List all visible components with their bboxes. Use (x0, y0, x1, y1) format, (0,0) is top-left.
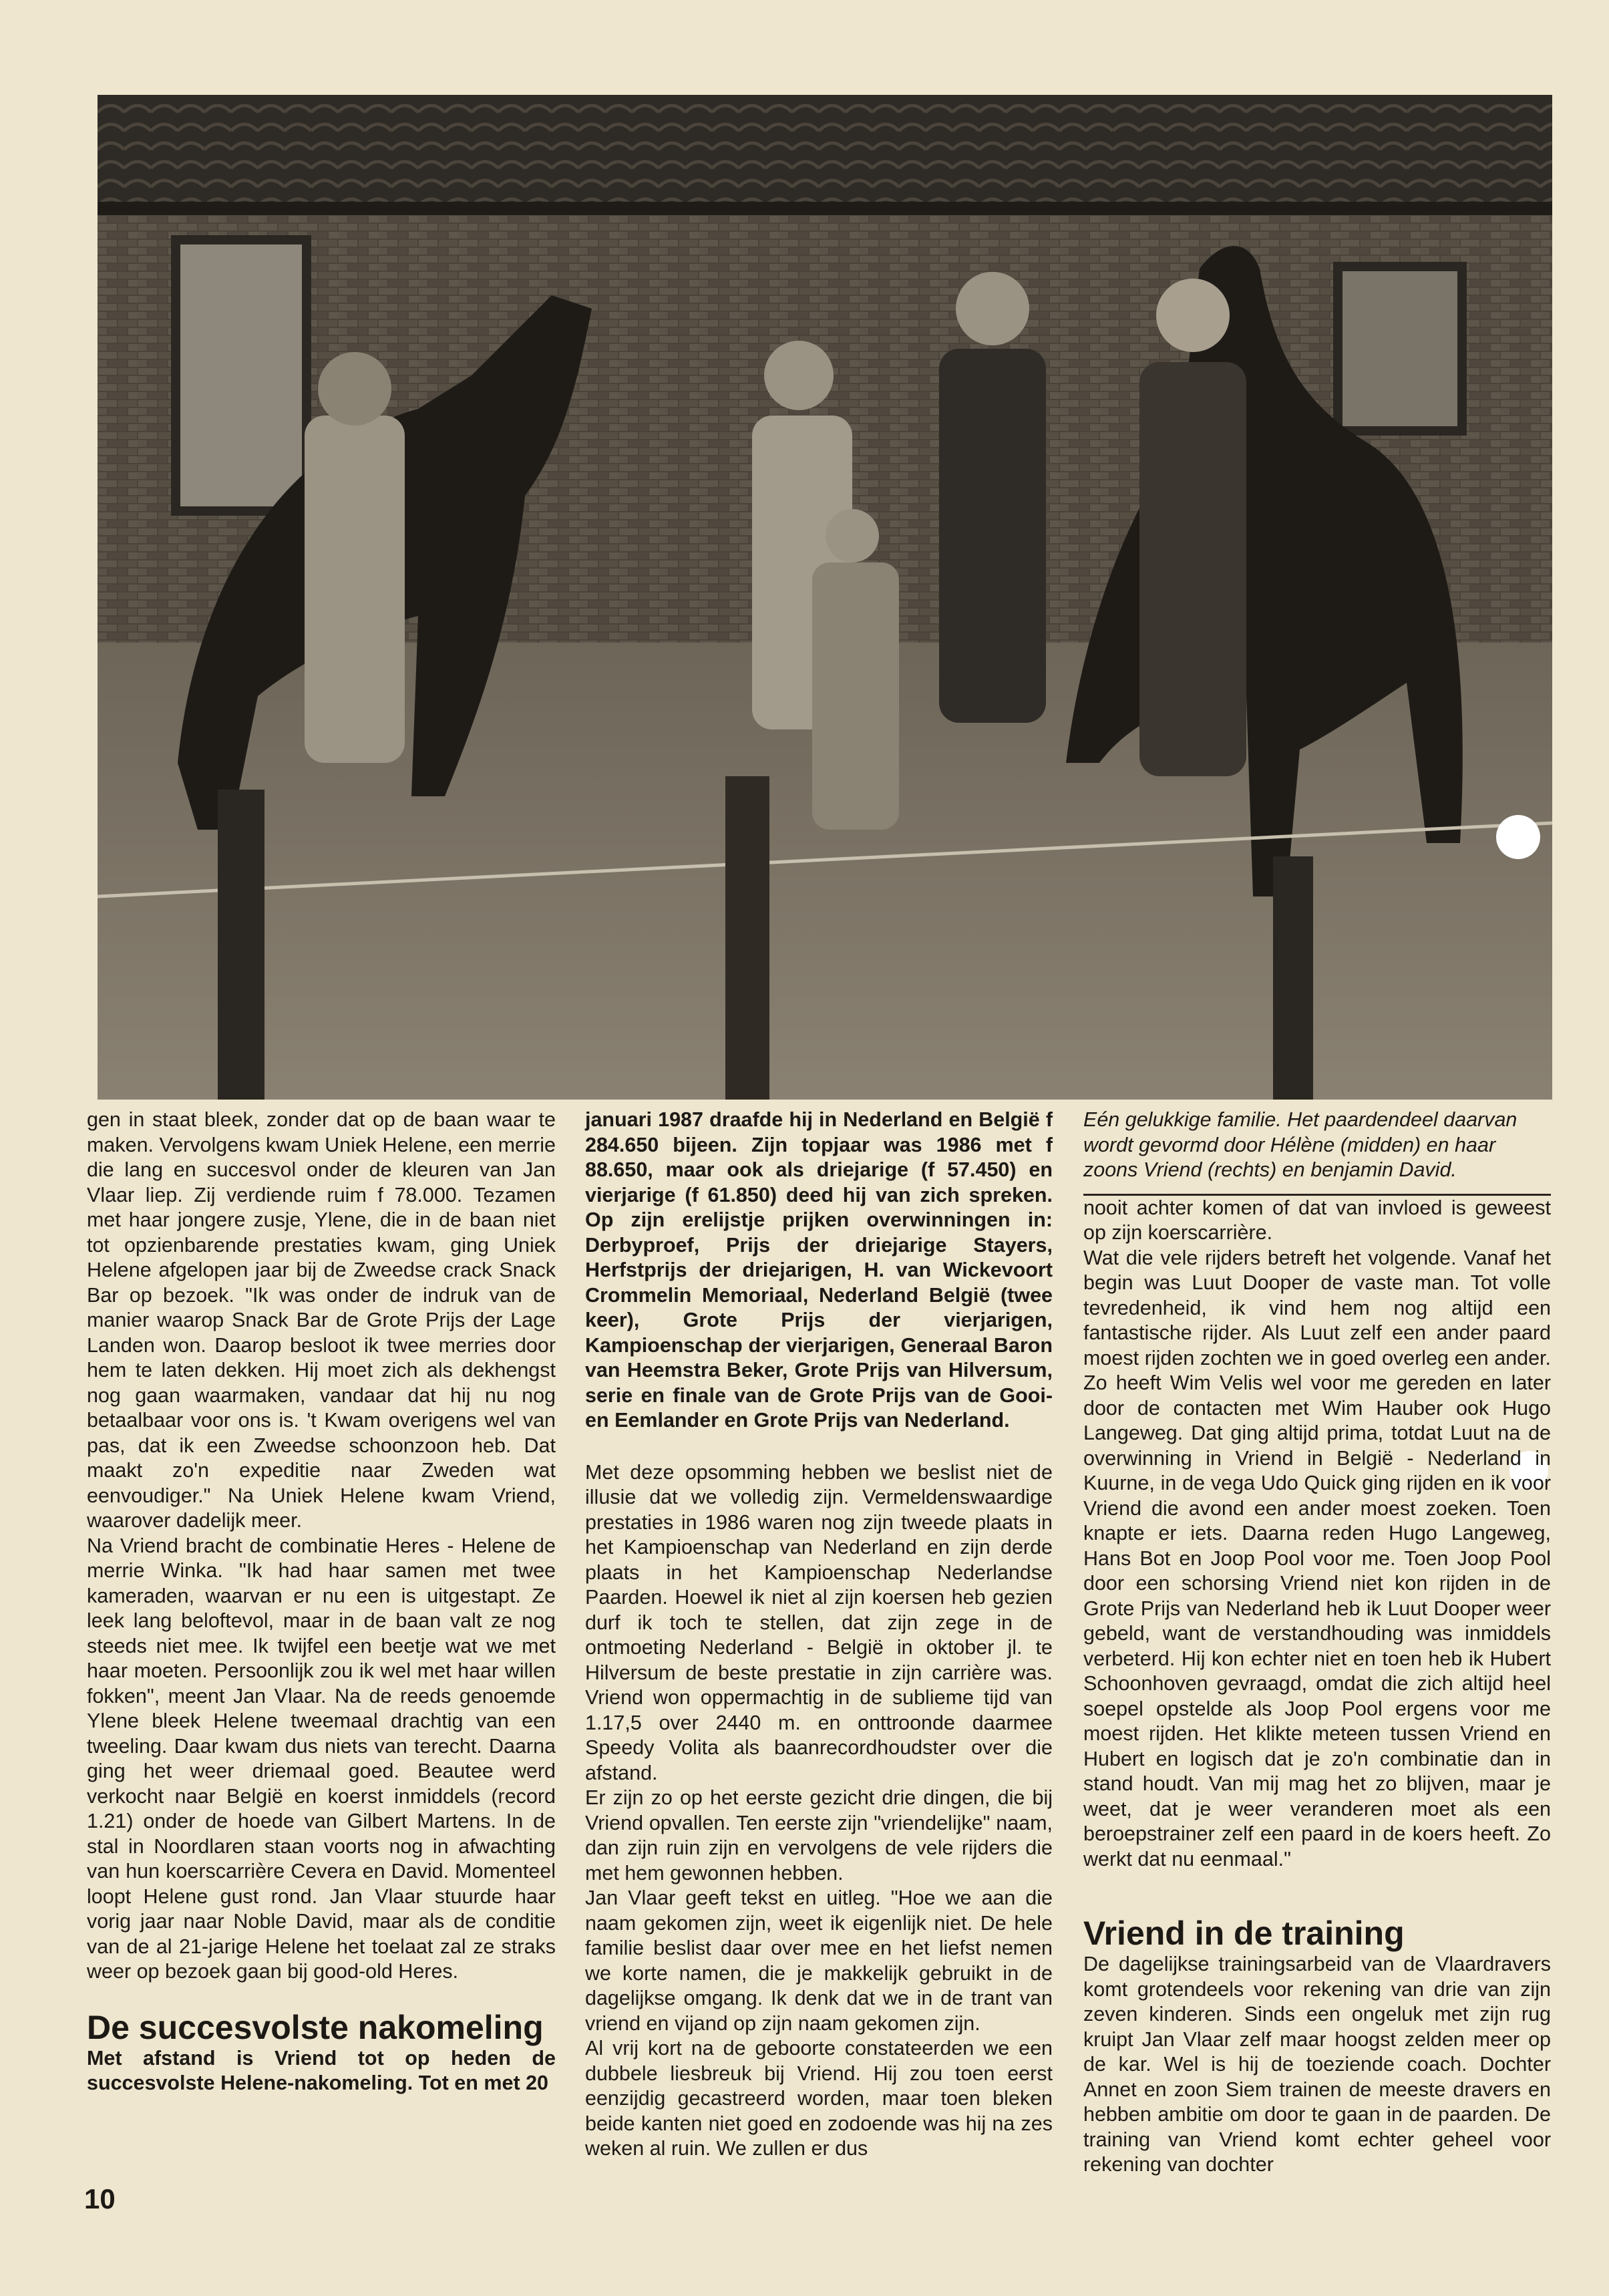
paragraph: Al vrij kort na de geboorte constateerden we een dubbele liesbreuk bij Vriend. Hij zou toen eerst eenzijdig gecastreerd worden, maar toen bleken beide kanten niet goed en zodoende was hij na zes weken al ruin. We zullen er dus (585, 2037, 1053, 2160)
paragraph: Met deze opsomming hebben we beslist niet de illusie dat we volledig zijn. Vermeldenswaardige prestaties in 1986 waren nog zijn tweede plaats in het Kampioenschap van Nederland en zijn derde plaats in het Kampioenschap Nederlandse Paarden. Hoewel ik niet al zijn koersen heb gezien durf ik toch te stellen, dat zijn zege in de ontmoeting Nederland - België in oktober jl. te Hilversum de beste prestatie in zijn carrière was. Vriend won oppermachtig in de sublieme tijd van 1.17,5 over 2440 m. en onttroonde daarmee Speedy Volita als baanrecordhoudster over die afstand. (585, 1460, 1053, 1784)
punch-hole (1496, 815, 1540, 859)
lead-paragraph: Met afstand is Vriend tot op heden de succesvolste Helene-nakomeling. Tot en met 20 (87, 2046, 556, 2094)
lead-paragraph: januari 1987 draafde hij in Nederland en België f 284.650 bijeen. Zijn topjaar was 1986 met f 88.650, maar ook als driejarige (f 57.450) en vierjarige (f 61.850) deed hij van zich spreken. Op zijn erelijstje prijken overwinningen in: Derbyproef, Prijs der driejarige Stayers, Herfstprijs der driejarigen, H. van Wickevoort Crommelin Memoriaal, Nederland België (twee keer), Grote Prijs der vierjarigen, Kampioenschap der vierjarigen, Generaal Baron van Heemstra Beker, Grote Prijs van Hilversum, serie en finale van de Grote Prijs van de Gooi- en Eemlander en Grote Prijs van Nederland. (585, 1108, 1053, 1432)
paragraph: Wat die vele rijders betreft het volgende. Vanaf het begin was Luut Dooper de vaste man. Tot volle tevredenheid, ik vind hem nog altijd een fantastische rijder. Als Luut zelf een ander paard moest rijden zochten we in goed overleg een ander. Zo heeft Wim Velis wel voor me gereden en later door de contacten met Wim Hauber ook Hugo Langeweg. Dat ging altijd prima, totdat Luut na de overwinning in Vriend in België - Nederland in Kuurne, in de vega Udo Quick ging rijden en ik voor Vriend die avond een ander moest zoeken. Toen knapte er iets. Daarna reden Hugo Langeweg, Hans Bot en Joop Pool voor me. Toen Joop Pool door een schorsing Vriend niet kon rijden in de Grote Prijs van Nederland heb ik Luut Dooper weer gebeld, want de verstandhouding was inmiddels verbeterd. Hij kon echter niet en toen heb ik Hubert Schoonhoven gevraagd, omdat die zich altijd heel soepel opstelde als Joop Pool ergens voor me moest rijden. Het klikte meteen tussen Vriend en Hubert en logisch dat je zo'n combinatie dan in stand houdt. Van mij mag het zo blijven, maar je weet, dat je weer veranderen moet als een beroepstrainer zelf een paard in de koers heeft. Zo werkt dat nu eenmaal." (1083, 1246, 1551, 1870)
paragraph: nooit achter komen of dat van invloed is geweest op zijn koerscarrière. (1083, 1196, 1551, 1244)
section-heading: De succesvolste nakomeling (87, 2008, 544, 2046)
page-number: 10 (84, 2183, 116, 2215)
paragraph: De dagelijkse trainingsarbeid van de Vlaardravers komt grotendeels voor rekening van drie van zijn zeven kinderen. Sinds een ongeluk met zijn rug kruipt Jan Vlaar zelf maar hoogst zelden meer op de kar. Wel is hij de toeziende coach. Dochter Annet en zoon Siem trainen de meeste dravers en hebben ambitie om door te gaan in de paarden. De training van Vriend komt echter geheel voor rekening van dochter (1083, 1953, 1551, 2176)
article-column-2 (585, 1108, 1053, 2162)
photo-caption: Eén gelukkige familie. Het paardendeel daarvan wordt gevormd door Hélène (midden) en haar zoons Vriend (rechts) en benjamin David. (1083, 1108, 1551, 1196)
article-column-3 (1083, 1108, 1551, 2178)
paragraph: Er zijn zo op het eerste gezicht drie dingen, die bij Vriend opvallen. Ten eerste zijn "vriendelijke" naam, dan zijn ruin zijn en vervolgens de vele rijders die met hem gewonnen hebben. (585, 1786, 1053, 1884)
paragraph: Jan Vlaar geeft tekst en uitleg. "Hoe we aan die naam gekomen zijn, weet ik eigenlijk niet. De hele familie beslist daar over mee en het liefst nemen we korte namen, die je makkelijk gebruikt in de dagelijkse omgang. Ik denk dat we in de trant van vriend en vijand op zijn naam gekomen zijn. (585, 1887, 1053, 2035)
paragraph: Na Vriend bracht de combinatie Heres - Helene de merrie Winka. "Ik had haar samen met twee kameraden, waarvan er nu een is uitgestapt. Ze leek lang beloftevol, maar in de baan valt ze nog steeds niet mee. Ik twijfel een beetje wat we met haar moeten. Persoonlijk zou ik wel met haar willen fokken", meent Jan Vlaar. Na de reeds genoemde Ylene bleek Helene tweemaal drachtig van een tweeling. Daar kwam dus niets van terecht. Daarna ging het weer driemaal goed. Beautee werd verkocht naar België en koerst inmiddels (record 1.21) onder de hoede van Gilbert Martens. In de stal in Noordlaren staan voorts nog in afwachting van hun koerscarrière Cevera en David. Momenteel loopt Helene gust rond. Jan Vlaar stuurde haar vorig jaar naar Noble David, maar als de conditie van de al 21-jarige Helene het toelaat zal ze straks weer op bezoek gaan bij good-old Heres. (87, 1534, 556, 1983)
family-horses-photo (98, 95, 1552, 1100)
photo-graphic (98, 95, 1552, 1100)
article-column-1 (87, 1108, 556, 2096)
paragraph: gen in staat bleek, zonder dat op de baan waar te maken. Vervolgens kwam Uniek Helene, een merrie die lang en succesvol onder de kleuren van Jan Vlaar liep. Zij verdiende ruim f 78.000. Tezamen met haar jongere zusje, Ylene, die in de baan niet tot opzienbarende prestaties kwam, ging Uniek Helene afgelopen jaar bij de Zweedse crack Snack Bar op bezoek. "Ik was onder de indruk van de manier waarop Snack Bar de Grote Prijs der Lage Landen won. Daarop besloot ik twee merries door hem te laten dekken. Hij moet zich als dekhengst nog gaan waarmaken, vandaar dat hij nu nog betaalbaar voor ons is. 't Kwam overigens wel van pas, dat ik een Zweedse schoonzoon heb. Dat maakt zo'n expeditie naar Zweden wat eenvoudiger." Na Uniek Helene kwam Vriend, waarover dadelijk meer. (87, 1108, 556, 1532)
section-heading: Vriend in de training (1083, 1915, 1405, 1952)
